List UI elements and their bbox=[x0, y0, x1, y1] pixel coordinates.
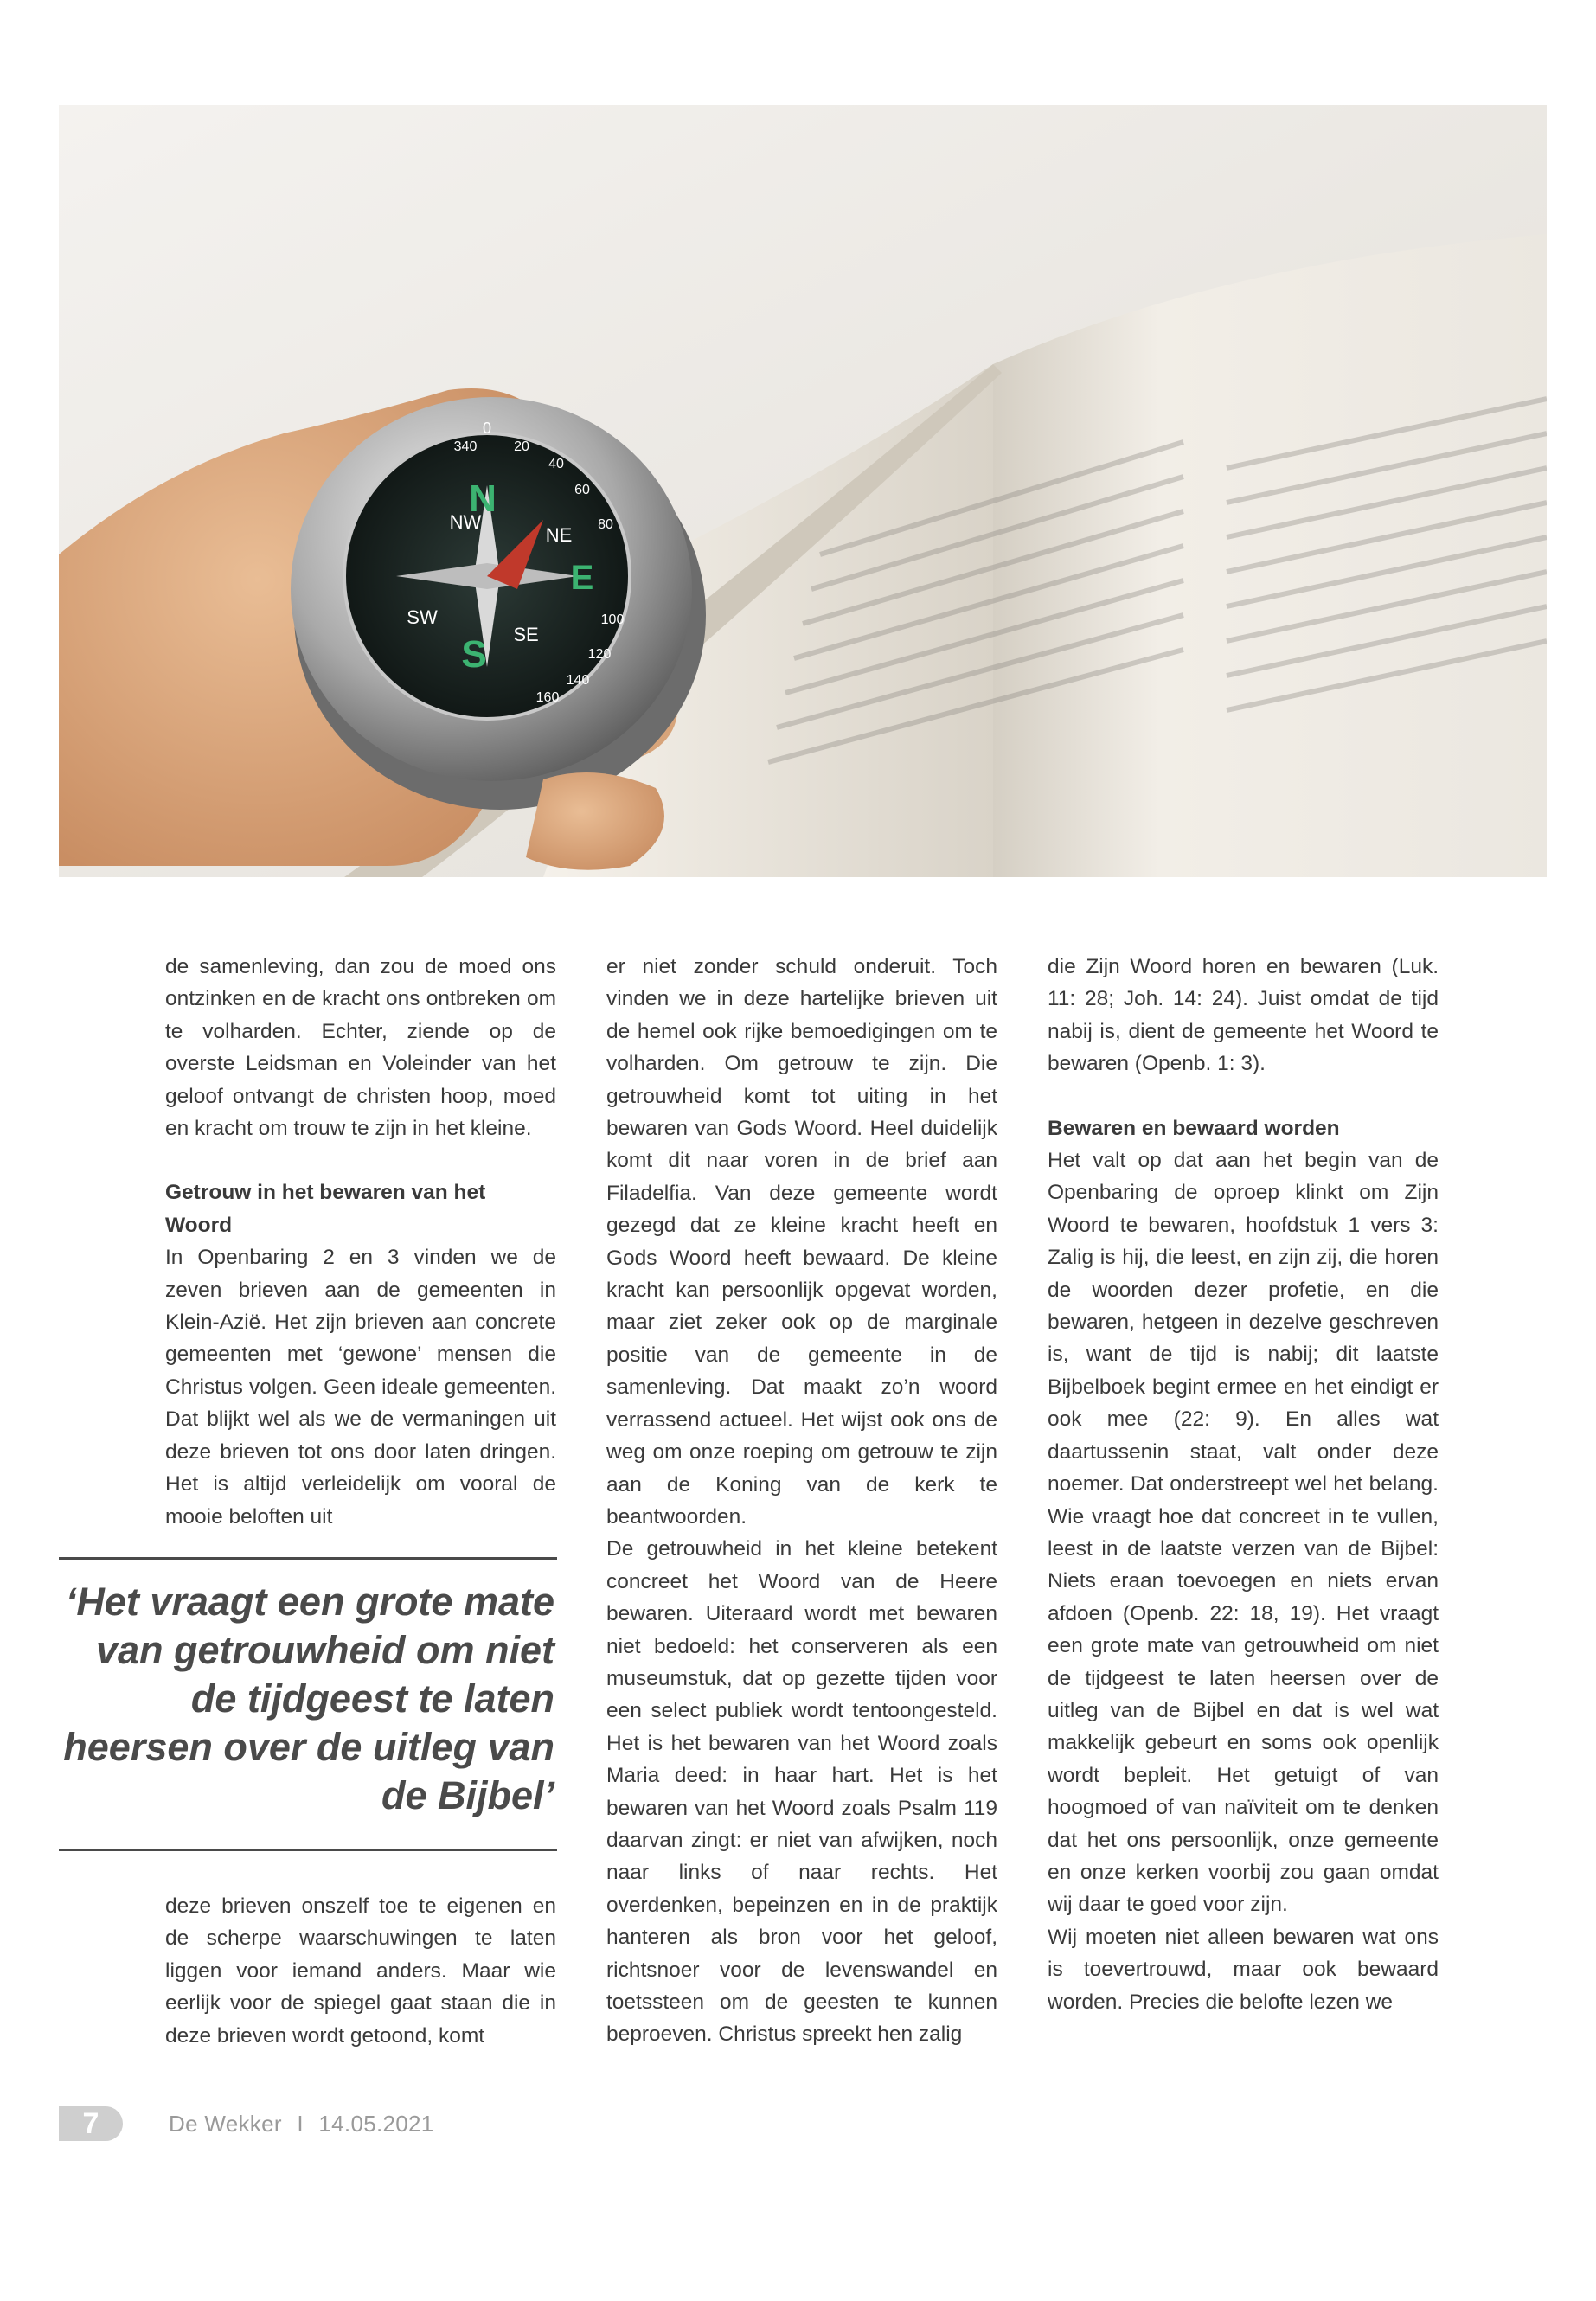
compass-tick-label: 340 bbox=[453, 439, 478, 454]
body-paragraph: de samenleving, dan zou de moed ons ontzinken en de kracht ons ontbreken om te volharden. Echter, ziende op de overste Leidsman en Voleinder van het geloof ontvangt de christen hoop, moed en kracht om trouw te zijn in het kleine. bbox=[165, 955, 556, 1141]
compass-tick-label: 140 bbox=[566, 673, 590, 688]
column-2 bbox=[606, 951, 997, 2051]
compass-tick-label: 20 bbox=[514, 439, 529, 454]
body-paragraph: Wij moeten niet alleen bewaren wat ons is toevertrouwd, maar ook bewaard worden. Precies die belofte lezen we bbox=[1048, 1925, 1439, 2014]
header-photo bbox=[59, 105, 1547, 877]
section-heading: Getrouw in het bewaren van het Woord bbox=[165, 1181, 486, 1237]
compass-south-label: S bbox=[461, 633, 487, 676]
compass-north-label: N bbox=[469, 478, 497, 520]
footer-separator: I bbox=[297, 2111, 304, 2137]
column-1-continued bbox=[165, 1890, 556, 2052]
pullquote: ‘Het vraagt een grote mate van getrouwheid om niet de tijdgeest te laten heersen over de uitleg van de Bijbel’ bbox=[63, 1580, 554, 1817]
compass-tick-label: 60 bbox=[574, 483, 590, 497]
pullquote-top-rule bbox=[59, 1557, 557, 1560]
compass-tick-label: 160 bbox=[535, 690, 560, 705]
pullquote-bottom-rule bbox=[59, 1849, 557, 1851]
body-paragraph: De getrouwheid in het kleine betekent concreet het Woord van de Heere bewaren. Uiteraard wordt met bewaren niet bedoeld: het conserveren als een museumstuk, dat op gezette tijden voor een select publiek wordt tentoongesteld. Het is het bewaren van het Woord zoals Maria deed: in haar hart. Het is het bewaren van het Woord zoals Psalm 119 daarvan zingt: er niet van afwijken, noch naar links of naar rechts. Het overdenken, bepeinzen en in de praktijk hanteren als bron voor het geloof, richtsnoer voor de levenswandel en toetssteen om de geesten te kunnen beproeven. Christus spreekt hen zalig bbox=[606, 1537, 997, 2047]
page-number: 7 bbox=[59, 2106, 123, 2141]
compass-tick-label: 0 bbox=[482, 420, 492, 437]
body-paragraph: die Zijn Woord horen en bewaren (Luk. 11: 28; Joh. 14: 24). Juist omdat de tijd nabij is, dient de gemeente het Woord te bewaren (Openb. 1: 3). bbox=[1048, 955, 1439, 1076]
column-1 bbox=[165, 951, 556, 1533]
compass-ne-label: NE bbox=[545, 524, 573, 546]
compass-tick-label: 40 bbox=[548, 457, 564, 471]
compass-tick-label: 120 bbox=[587, 647, 612, 662]
compass-bible-image bbox=[59, 105, 1547, 877]
compass-tick-label: 80 bbox=[598, 517, 613, 532]
column-3 bbox=[1048, 951, 1439, 2018]
body-paragraph: deze brieven onszelf toe te eigenen en de scherpe waarschuwingen te laten liggen voor iemand anders. Maar wie eerlijk voor de spiegel gaat staan die in deze brieven wordt getoond, komt bbox=[165, 1894, 556, 2048]
publication-date: 14.05.2021 bbox=[318, 2111, 434, 2137]
publication-name: De Wekker bbox=[169, 2111, 282, 2137]
compass-nw-label: NW bbox=[449, 511, 482, 533]
compass-se-label: SE bbox=[513, 624, 539, 645]
body-paragraph: In Openbaring 2 en 3 vinden we de zeven brieven aan de gemeenten in Klein-Azië. Het zijn brieven aan concrete gemeenten met ‘gewone’ mensen die Christus volgen. Geen ideale gemeenten. Dat blijkt wel als we de vermaningen uit deze brieven tot ons door laten dringen. Het is altijd verleidelijk om vooral de mooie beloften uit bbox=[165, 1246, 556, 1529]
compass-east-label: E bbox=[570, 559, 594, 597]
compass-sw-label: SW bbox=[407, 606, 438, 628]
body-paragraph: er niet zonder schuld onderuit. Toch vinden we in deze hartelijke brieven uit de hemel ook rijke bemoedigingen om te volharden. Om getrouw te zijn. Die getrouwheid komt tot uiting in het bewaren van Gods Woord. Heel duidelijk komt dit naar voren in de brief aan Filadelfia. Van deze gemeente wordt gezegd dat ze kleine kracht heeft en Gods Woord heeft bewaard. De kleine kracht kan persoonlijk opgevat worden, maar ziet zeker ook op de marginale positie van de gemeente in de samenleving. Dat maakt zo’n woord verrassend actueel. Het wijst ook ons de weg om onze roeping om getrouw te zijn aan de Koning van de kerk te beantwoorden. bbox=[606, 955, 997, 1529]
body-paragraph: Het valt op dat aan het begin van de Openbaring de oproep klinkt om Zijn Woord te bewaren, hoofdstuk 1 vers 3: Zalig is hij, die leest, en zijn zij, die horen de woorden dezer profetie, en die bewaren, hetgeen in dezelve geschreven is, want de tijd is nabij; dit laatste Bijbelboek begint ermee en het eindigt er ook mee (22: 9). En alles wat daartussenin staat, valt onder deze noemer. Dat onderstreept wel het belang. Wie vraagt hoe dat concreet in te vullen, leest in de laatste verzen van de Bijbel: Niets eraan toevoegen en niets ervan afdoen (Openb. 22: 18, 19). Het vraagt een grote mate van getrouwheid om niet de tijdgeest te laten heersen over de uitleg van de Bijbel en dat is wel wat makkelijk gebeurt en soms ook openlijk wordt bepleit. Het getuigt of van hoogmoed of van naïviteit om te denken dat het ons persoonlijk, onze gemeente en onze kerken voorbij zou gaan omdat wij daar te goed voor zijn. bbox=[1048, 1149, 1439, 1917]
footer-publication-line bbox=[169, 2108, 434, 2139]
section-heading: Bewaren en bewaard worden bbox=[1048, 1116, 1340, 1140]
compass-tick-label: 100 bbox=[600, 612, 625, 627]
